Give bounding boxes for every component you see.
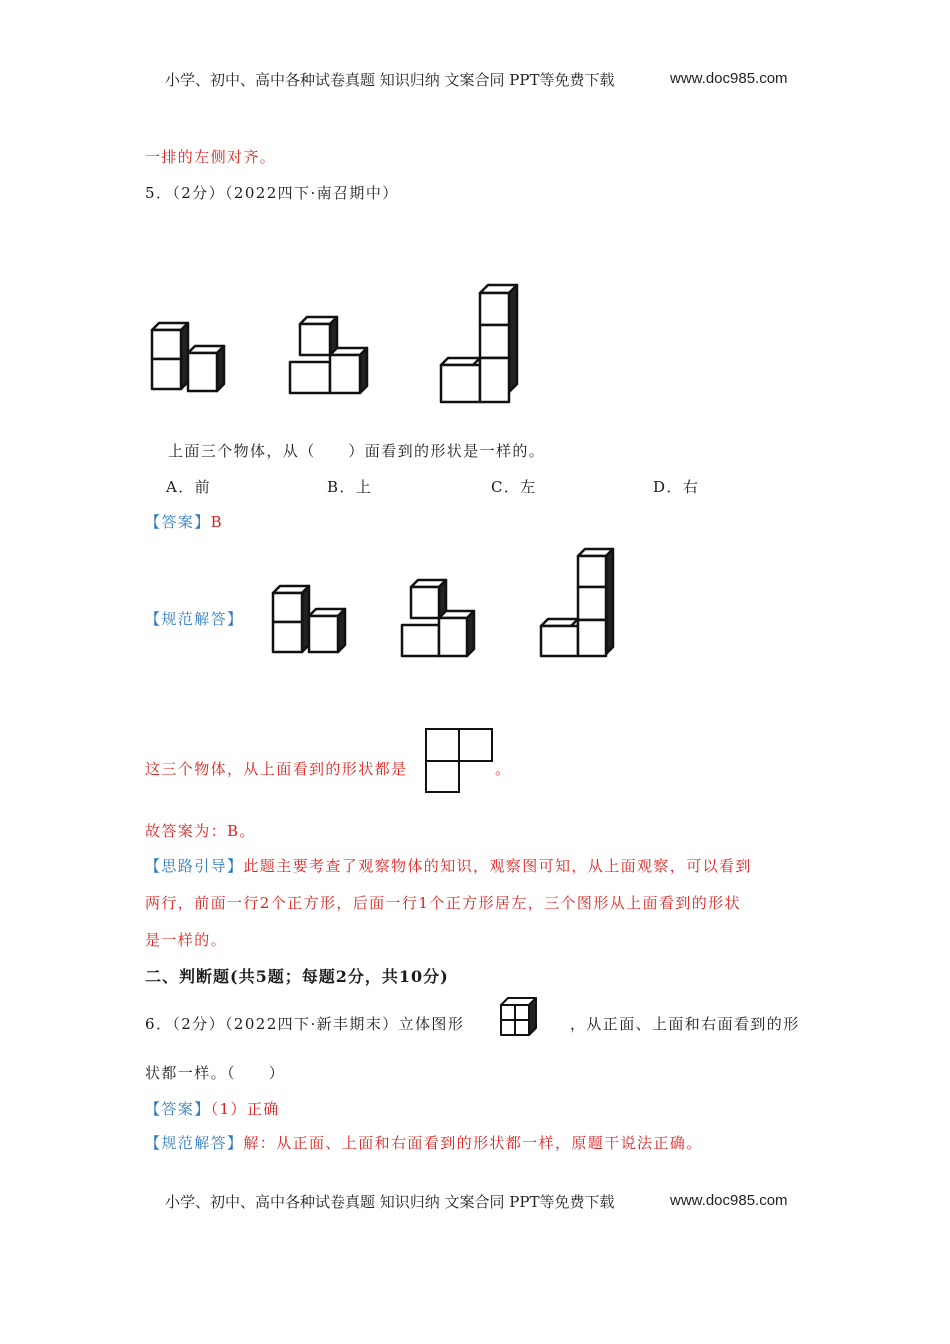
- section-2-title: 二、判断题(共5题；每题2分，共10分): [145, 967, 449, 986]
- q5-hint-line2: 两行，前面一行2个正方形，后面一行1个正方形居左，三个图形从上面看到的形状: [145, 894, 741, 912]
- q5-stem: 上面三个物体，从（ ）面看到的形状是一样的。: [168, 442, 546, 460]
- q5-option-b: B．上: [327, 478, 373, 496]
- prev-answer-tail: 一排的左侧对齐。: [145, 148, 277, 166]
- sol-object-3: [541, 549, 613, 656]
- q6-answer: [145, 1098, 280, 1119]
- q5-figure: [140, 280, 540, 420]
- q5-option-a: A．前: [166, 478, 212, 496]
- q6-after-figure: ，从正面、上面和右面看到的形: [570, 1015, 800, 1033]
- q5-option-c: C．左: [491, 478, 537, 496]
- q5-head: 5．（2分）（2022四下·南召期中）: [145, 184, 399, 202]
- q5-hint-label: 【思路引导】: [145, 857, 244, 875]
- q5-object-1: [152, 323, 224, 391]
- q5-object-2: [290, 317, 367, 393]
- q5-sol-text-before: 这三个物体，从上面看到的形状都是: [145, 760, 408, 778]
- footer-url[interactable]: www.doc985.com: [670, 1192, 788, 1209]
- q5-answer-label: 【答案】: [145, 513, 211, 531]
- q6-solution: [145, 1132, 703, 1153]
- sol-object-2: [402, 580, 474, 656]
- q6-solid-figure: [499, 996, 545, 1040]
- q5-sol-text-after: 。: [495, 760, 512, 778]
- q5-object-3: [441, 285, 517, 402]
- q5-hint-line1: 此题主要考查了观察物体的知识，观察图可知，从上面观察，可以看到: [243, 857, 752, 875]
- q6-answer-value: （1）正确: [210, 1100, 280, 1118]
- q6-head: 6．（2分）（2022四下·新丰期末）立体图形: [145, 1015, 465, 1033]
- q6-solution-label: 【规范解答】: [145, 1134, 244, 1152]
- q5-top-view-figure: [425, 728, 495, 794]
- q5-hint-line3: 是一样的。: [145, 931, 228, 949]
- q5-hint: [145, 855, 752, 876]
- q6-answer-label: 【答案】: [145, 1100, 211, 1118]
- q5-answer: [145, 511, 223, 532]
- sol-object-1: [273, 586, 345, 652]
- q5-solution-label: 【规范解答】: [145, 610, 244, 628]
- q6-solution-text: 解：从正面、上面和右面看到的形状都一样，原题干说法正确。: [243, 1134, 703, 1152]
- q5-conclusion: 故答案为：B。: [145, 822, 256, 840]
- q5-option-d: D．右: [653, 478, 700, 496]
- header-text: 小学、初中、高中各种试卷真题 知识归纳 文案合同 PPT等免费下载: [165, 71, 615, 89]
- q6-line2: 状都一样。（ ）: [145, 1064, 286, 1082]
- q5-solution-figure: [265, 545, 625, 665]
- header-url[interactable]: www.doc985.com: [670, 70, 788, 87]
- footer-text: 小学、初中、高中各种试卷真题 知识归纳 文案合同 PPT等免费下载: [165, 1193, 615, 1211]
- q5-answer-value: B: [210, 513, 224, 531]
